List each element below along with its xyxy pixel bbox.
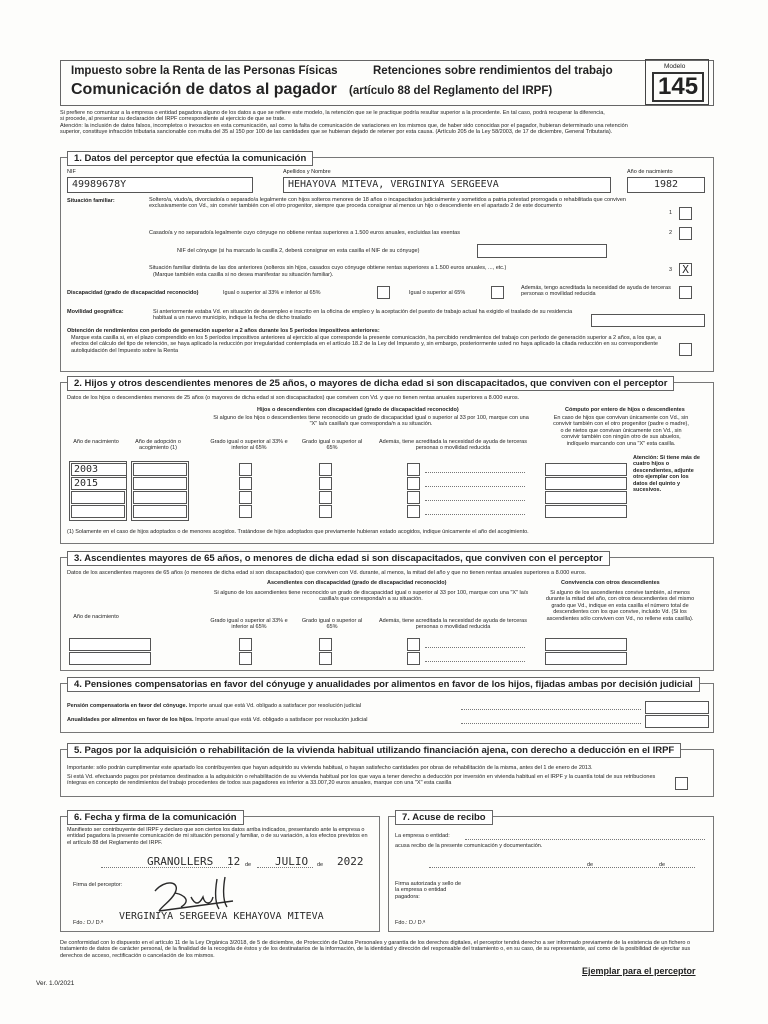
descendant-65-checkbox[interactable]	[319, 491, 332, 504]
housing-important: Importante: sólo podrán cumplimentar este apartado los contribuyentes que hayan adquirido su vivienda habitual, o hayan satisfecho cantidades por obras de rehabilitación de la misma, antes del 1 de enero de 2013.	[67, 765, 593, 771]
cohabitation-text: Si alguno de los ascendientes convive también, al menos durante la mitad del año, con otros descendientes del mismo grado que Vd., indique en esta casilla el número total de descendientes con los que convive, incluido Vd. (Si los ascendientes sólo conviven con Vd., no rellene esta casilla).	[545, 590, 695, 622]
descendant-assist-dots	[425, 500, 525, 501]
descendant-adoption-year[interactable]	[133, 505, 187, 518]
section-housing	[60, 745, 714, 797]
descendant-33-checkbox[interactable]	[239, 491, 252, 504]
ascendant-65-checkbox[interactable]	[319, 652, 332, 665]
section-1-title: 1. Datos del perceptor que efectúa la comunicación	[67, 151, 313, 166]
intro-text	[60, 110, 712, 136]
modelo-label: Modelo	[664, 63, 686, 70]
descendant-year-4[interactable]	[71, 505, 125, 518]
descendant-assist-dots	[425, 486, 525, 487]
cohabitation-head: Convivencia con otros descendientes	[561, 580, 660, 586]
ascendants-33-header: Grado igual o superior al 33% e inferior al 65%	[210, 618, 288, 631]
receipt-signature-label: Firma autorizada y sello de la empresa o entidad pagadora:	[395, 881, 462, 900]
ascendants-65-header: Grado igual o superior al 65%	[301, 618, 363, 631]
descendant-33-checkbox[interactable]	[239, 477, 252, 490]
header-tax-title: Impuesto sobre la Renta de las Personas Físicas	[71, 65, 338, 77]
descendant-full-count-checkbox[interactable]	[545, 491, 627, 504]
descendants-33-header: Grado igual o superior al 33% e inferior al 65%	[210, 439, 288, 452]
nif-label: NIF	[67, 169, 76, 175]
signer-name[interactable]: VERGINIYA SERGEEVA KEHAYOVA MITEVA	[119, 911, 324, 922]
descendants-65-header: Grado igual o superior al 65%	[301, 439, 363, 452]
disability-33-checkbox[interactable]	[377, 286, 390, 299]
header-article: (artículo 88 del Reglamento del IRPF)	[349, 85, 553, 97]
housing-checkbox[interactable]	[675, 777, 688, 790]
child-support-label: Anualidades por alimentos en favor de los hijos.	[67, 717, 194, 723]
section-ascendants	[60, 553, 714, 671]
descendants-year-header: Año de nacimiento	[73, 439, 119, 445]
descendant-adoption-year[interactable]	[133, 477, 187, 490]
descendant-year-1[interactable]: 2003	[71, 463, 127, 476]
descendants-intro: Datos de los hijos o descendientes menores de 25 años (o mayores de dicha edad si son discapacitados) que conviven con Vd. y que no tienen rentas anuales superiores a 8.000 euros.	[67, 395, 520, 401]
ascendant-cohabitation-count[interactable]	[545, 652, 627, 665]
descendant-33-checkbox[interactable]	[239, 463, 252, 476]
receipt-de-1: de	[587, 862, 594, 868]
date-de-1: de	[245, 862, 252, 868]
nif-field[interactable]: 49989678Y	[67, 177, 253, 193]
ascendant-cohabitation-count[interactable]	[545, 638, 627, 651]
header-main-title: Comunicación de datos al pagador	[71, 81, 337, 98]
descendant-65-checkbox[interactable]	[319, 477, 332, 490]
receipt-fdo-label: Fdo.: D./ D.ª	[395, 920, 426, 926]
disability-33-label: Igual o superior al 33% e inferior al 65%	[223, 290, 321, 296]
family-option-1-number: 1	[669, 210, 673, 216]
irregular-income-text: Marque esta casilla si, en el plazo comprendido en los 5 períodos impositivos anteriores al ejercicio al que corresponde la presente comunicación, ha percibido rendimientos del trabajo con período de generación superior a 2 años, a los que, a efectos del cálculo del tipo de retención, se haya aplicado la reducción por irregularidad contemplada en el artículo 18.2 de la Ley del Impuesto y, sin embargo, posteriormente usted no haya aplicado la citada reducción en su correspondiente autoliquidación del Impuesto sobre la Renta	[71, 335, 662, 354]
child-support-text: Importe anual que está Vd. obligado a satisfacer por resolución judicial	[195, 717, 368, 723]
ascendant-33-checkbox[interactable]	[239, 652, 252, 665]
receipt-entity-label: La empresa o entidad:	[395, 833, 450, 839]
family-option-2-checkbox[interactable]	[679, 227, 692, 240]
descendants-assist-header: Además, tiene acreditada la necesidad de ayuda de terceras personas o movilidad reducida	[379, 439, 527, 452]
modelo-number: 145	[652, 72, 704, 102]
signature-day[interactable]: 12	[227, 855, 241, 868]
ascendants-disability-head: Ascendientes con discapacidad (grado de discapacidad reconocido)	[267, 580, 447, 586]
family-option-1-checkbox[interactable]	[679, 207, 692, 220]
section-6-title: 6. Fecha y firma de la comunicación	[67, 810, 244, 825]
mobility-label: Movilidad geográfica:	[67, 309, 124, 315]
ascendants-year-header: Año de nacimiento	[73, 614, 119, 620]
descendants-disability-head: Hijos o descendientes con discapacidad (grado de discapacidad reconocido)	[257, 407, 459, 413]
intro-line: superior, constituye infracción tributaria sancionable con multa del 35 al 150 por 100 de las cantidades que se hubieran dejado de retener por esta causa. (Artículo 205 de la Ley 58/2003, de 17 de diciembre, General Tributaria).	[60, 129, 613, 136]
section-signature	[60, 812, 380, 932]
spouse-pension-text: Importe anual que está Vd. obligado a satisfacer por resolución judicial	[188, 703, 362, 709]
housing-text: Si está Vd. efectuando pagos por préstamos destinados a la adquisición o rehabilitación de su vivienda habitual por los que vaya a tener derecho a deducción por inversión en vivienda habitual en el IRPF y la cuantía total de sus retribuciones íntegras en concepto de rendimientos del trabajo procedentes de todos sus pagadores es inferior a 33.007,20 euros anuales, marque con una "X" esta casilla	[67, 774, 656, 787]
family-option-2-text: Casado/a y no separado/a legalmente cuyo cónyuge no obtiene rentas superiores a 1.500 euros anuales, excluidas las exentas	[149, 230, 460, 236]
adoption-footnote: (1) Solamente en el caso de hijos adoptados o de menores acogidos. Tratándose de hijos adoptados que previamente hubieran estado acogidos, indique únicamente el año del acogimiento.	[67, 529, 529, 535]
receipt-entity-line	[465, 839, 705, 840]
descendant-65-checkbox[interactable]	[319, 505, 332, 518]
descendant-assist-checkbox[interactable]	[407, 477, 420, 490]
mobility-text: Si anteriormente estaba Vd. en situación de desempleo e inscrito en la oficina de empleo y la aceptación del puesto de trabajo actual ha exigido el traslado de su residencia habitual a un nuevo municipio, indique la fecha de dicho traslado	[153, 309, 573, 322]
child-support-amount[interactable]	[645, 715, 709, 728]
name-label: Apellidos y Nombre	[283, 169, 331, 175]
spouse-pension-label: Pensión compensatoria en favor del cónyuge.	[67, 703, 188, 709]
attention-note: Atención: Si tiene más de cuatro hijos o descendientes, adjunte otro ejemplar con los datos del quinto y sucesivos.	[633, 455, 700, 494]
section-5-title: 5. Pagos por la adquisición o rehabilitación de la vivienda habitual utilizando financiación ajena, con derecho a deducción en el IRPF	[67, 743, 681, 758]
disability-65-checkbox[interactable]	[491, 286, 504, 299]
mobility-date-field[interactable]	[591, 314, 705, 327]
ascendants-assist-header: Además, tiene acreditada la necesidad de ayuda de terceras personas o movilidad reducida	[379, 618, 527, 631]
signature-year[interactable]: 2022	[337, 855, 364, 868]
disability-assist-label: Además, tengo acreditada la necesidad de ayuda de terceras personas o movilidad reducida	[521, 285, 671, 298]
descendant-full-count-checkbox[interactable]	[545, 505, 627, 518]
family-option-3-checkbox[interactable]: X	[679, 263, 692, 276]
family-option-3-text: Situación familiar distinta de las dos anteriores (solteros sin hijos, casados cuyo cónyuge obtiene rentas superiores a 1.500 euros anuales, ..., etc.)	[149, 265, 507, 271]
descendant-adoption-year[interactable]	[133, 491, 187, 504]
header-retention-title: Retenciones sobre rendimientos del trabajo	[373, 65, 613, 77]
receipt-date-line	[429, 867, 695, 868]
descendant-full-count-checkbox[interactable]	[545, 463, 627, 476]
birth-year-label: Año de nacimiento	[627, 169, 673, 175]
disability-65-label: Igual o superior al 65%	[409, 290, 466, 296]
ascendant-assist-checkbox[interactable]	[407, 652, 420, 665]
child-support-row	[67, 717, 368, 723]
section-perceptor	[60, 153, 714, 372]
section-receipt	[388, 812, 714, 932]
signer-label: Firma del perceptor:	[73, 882, 123, 888]
signature-month[interactable]: JULIO	[275, 855, 309, 868]
form-header	[60, 60, 714, 106]
ascendant-33-checkbox[interactable]	[239, 638, 252, 651]
descendant-adoption-year[interactable]	[133, 463, 187, 476]
descendant-33-checkbox[interactable]	[239, 505, 252, 518]
child-support-dots	[461, 723, 641, 724]
ascendant-year-1[interactable]	[69, 638, 151, 651]
disability-label: Discapacidad (grado de discapacidad reconocido)	[67, 290, 199, 296]
ascendant-assist-dots	[425, 661, 525, 662]
signer-fdo-label: Fdo.: D./ D.ª	[73, 920, 104, 926]
spouse-nif-label: NIF del cónyuge (si ha marcado la casilla 2, deberá consignar en esta casilla el NIF de su cónyuge)	[177, 248, 420, 254]
intro-line: Si prefiere no comunicar a la empresa o entidad pagadora alguno de los datos a que se refiere este modelo, la retención que se le practique podría resultar superior a la procedente. En tal caso, podrá recuperar la diferencia,	[60, 110, 605, 116]
family-option-1-text: Soltero/a, viudo/a, divorciado/a o separado/a legalmente con hijos solteros menores de 18 años o incapacitados judicialmente y sometidos a patria potestad prorrogada o rehabilitada que conviven exclusivamente con Vd., sin convivir también con el otro progenitor, siempre que proceda consignar al menos un hijo o descendiente en el apartado 2 de este documento	[149, 197, 626, 210]
form-version: Ver. 1.0/2021	[36, 980, 75, 987]
descendant-assist-checkbox[interactable]	[407, 505, 420, 518]
section-descendants	[60, 378, 714, 544]
declaration-text: Manifiesto ser contribuyente del IRPF y declaro que son ciertos los datos arriba indicados, presentando ante la empresa o entidad pagadora la presente comunicación de mi situación personal y familiar, o de su variación, a los efectos previstos en el artículo 88 del Reglamento del IRPF.	[67, 827, 368, 846]
receipt-de-2: de	[659, 862, 666, 868]
city-line	[101, 867, 231, 868]
descendant-assist-dots	[425, 472, 525, 473]
irregular-income-title: Obtención de rendimientos con período de generación superior a 2 años durante los 5 períodos impositivos anteriores:	[67, 328, 380, 334]
modelo-box	[645, 59, 709, 105]
family-option-3-number: 3	[669, 267, 673, 273]
descendant-full-count-checkbox[interactable]	[545, 477, 627, 490]
descendants-adoption-header: Año de adopción o acogimiento (1)	[135, 439, 181, 452]
descendant-65-checkbox[interactable]	[319, 463, 332, 476]
descendants-disability-sub: Si alguno de los hijos o descendientes tiene reconocido un grado de discapacidad igual o superior al 33 por 100, marque con una "X" la/s casilla/s que corresponda/n a su situación.	[213, 415, 529, 428]
spouse-pension-row	[67, 703, 361, 709]
copy-label: Ejemplar para el perceptor	[582, 966, 696, 976]
receipt-ack-text: acusa recibo de la presente comunicación y documentación.	[395, 843, 543, 849]
ascendants-intro: Datos de los ascendientes mayores de 65 años (o menores de dicha edad si son discapacitados) que conviven con Vd. durante, al menos, la mitad del año y que no tienen rentas anuales superiores a 8.000 euros.	[67, 570, 587, 576]
disability-assist-checkbox[interactable]	[679, 286, 692, 299]
date-de-2: de	[317, 862, 324, 868]
full-count-text: En caso de hijos que convivan únicamente con Vd., sin convivir también con el otro progenitor (padre o madre), o de nietos que convivan únicamente con Vd., sin convivir también con ningún otro de sus abuelos, indíquelo marcando con una "X" esta casilla.	[553, 415, 689, 447]
descendant-year-3[interactable]	[71, 491, 125, 504]
intro-line: Atención: la inclusión de datos falsos, incompletos o inexactos en esta comunicación, así como la falta de comunicación de variaciones en los mismos que, de haber sido conocidas por el pagador, hubieran determinado una retención	[60, 122, 628, 129]
section-4-title: 4. Pensiones compensatorias en favor del cónyuge y anualidades por alimentos en favor de los hijos, fijadas ambas por decisión judicial	[67, 677, 700, 692]
descendant-year-2[interactable]: 2015	[71, 477, 127, 490]
intro-line: si procede, al presentar su declaración del IRPF correspondiente al ejercicio de que se trate.	[60, 116, 286, 123]
irregular-income-checkbox[interactable]	[679, 343, 692, 356]
section-3-title: 3. Ascendientes mayores de 65 años, o menores de dicha edad si son discapacitados, que conviven con el perceptor	[67, 551, 610, 566]
spouse-pension-dots	[461, 709, 641, 710]
descendant-assist-dots	[425, 514, 525, 515]
ascendant-assist-dots	[425, 647, 525, 648]
family-situation-label: Situación familiar:	[67, 198, 115, 204]
family-option-3-note: (Marque también esta casilla si no desea manifestar su situación familiar).	[153, 272, 334, 278]
ascendant-65-checkbox[interactable]	[319, 638, 332, 651]
section-7-title: 7. Acuse de recibo	[395, 810, 493, 825]
descendant-assist-checkbox[interactable]	[407, 491, 420, 504]
signature-city[interactable]: GRANOLLERS	[147, 855, 214, 868]
spouse-nif-field[interactable]	[477, 244, 607, 258]
ascendant-year-2[interactable]	[69, 652, 151, 665]
ascendant-assist-checkbox[interactable]	[407, 638, 420, 651]
descendant-assist-checkbox[interactable]	[407, 463, 420, 476]
birth-year-field[interactable]: 1982	[627, 177, 705, 193]
section-2-title: 2. Hijos y otros descendientes menores de 25 años, o mayores de dicha edad si son discapacitados, que conviven con el perceptor	[67, 376, 674, 391]
month-line	[257, 867, 313, 868]
ascendants-disability-sub: Si alguno de los ascendientes tiene reconocido un grado de discapacidad igual o superior al 33 por 100, marque con una "X" la/s casilla/s que corresponda/n a su situación.	[213, 590, 529, 603]
name-field[interactable]: HEHAYOVA MITEVA, VERGINIYA SERGEEVA	[283, 177, 611, 193]
full-count-head: Cómputo por entero de hijos o descendientes	[565, 407, 685, 413]
family-option-2-number: 2	[669, 230, 673, 236]
privacy-notice: De conformidad con lo dispuesto en el artículo 11 de la Ley Orgánica 3/2018, de 5 de diciembre, de Protección de Datos Personales y garantía de los derechos digitales, el perceptor tendrá derecho a ser informado previamente de la existencia de un fichero o tratamiento de datos de carácter personal, de la finalidad de la recogida de éstos y de los destinatarios de la información, de la identidad y dirección del responsable del tratamiento o, en su caso, de su representante, así como de la posibilidad de ejercitar sus derechos de acceso, rectificación o cancelación de los mismos.	[60, 940, 691, 959]
spouse-pension-amount[interactable]	[645, 701, 709, 714]
section-pensions	[60, 679, 714, 733]
